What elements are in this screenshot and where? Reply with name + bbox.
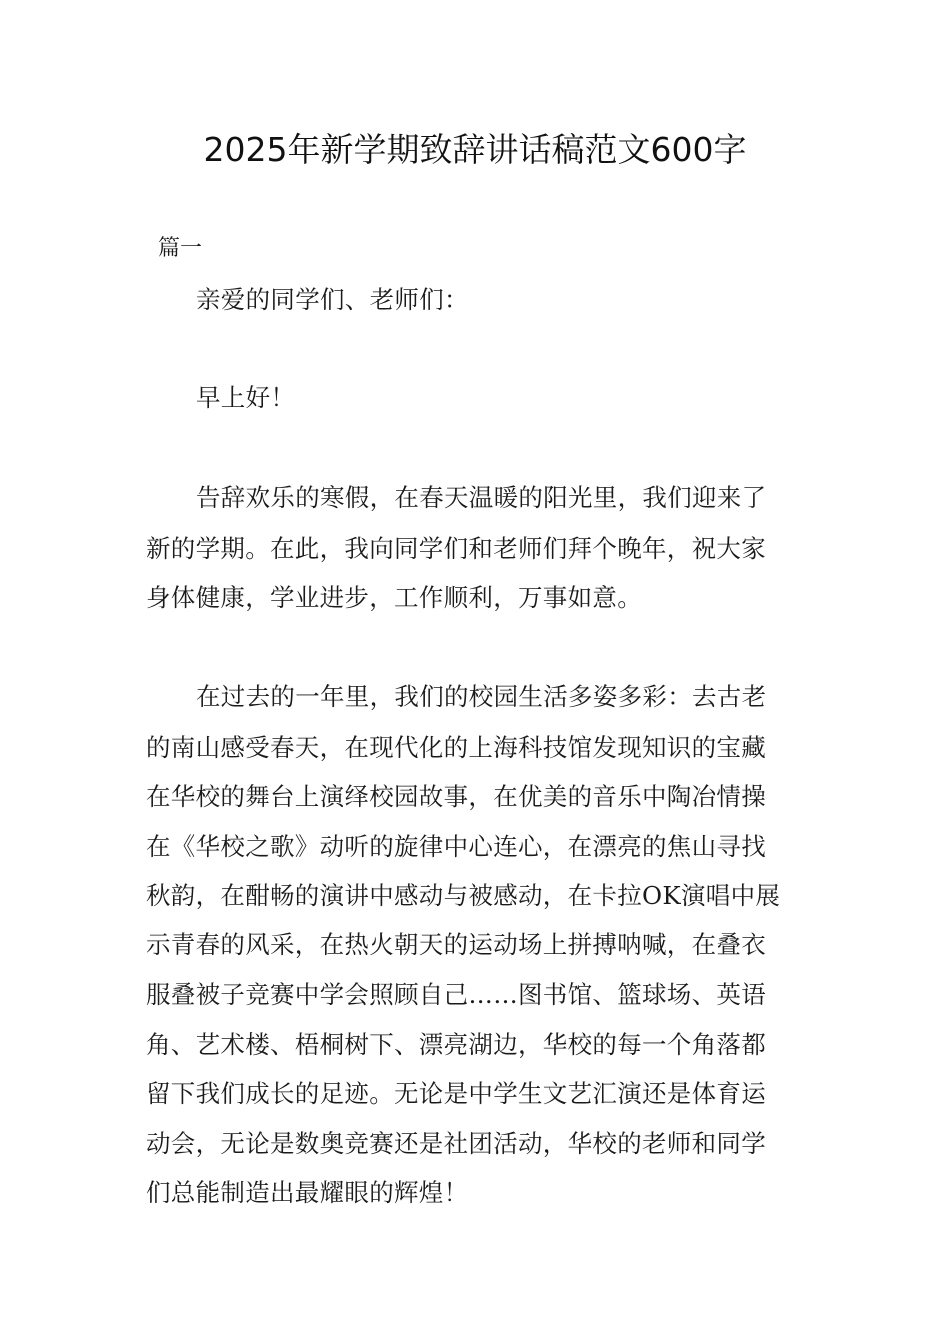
- paragraph-line: 示青春的风采，在热火朝天的运动场上拼搏呐喊，在叠衣: [146, 930, 766, 959]
- paragraph-line: 的南山感受春天，在现代化的上海科技馆发现知识的宝藏: [146, 733, 766, 762]
- paragraph-line: 身体健康，学业进步，工作顺利，万事如意。: [146, 583, 642, 612]
- paragraph-line: 在华校的舞台上演绎校园故事，在优美的音乐中陶冶情操: [146, 782, 766, 811]
- paragraph-line: 秋韵，在酣畅的演讲中感动与被感动，在卡拉OK演唱中展: [146, 881, 781, 910]
- paragraph-line: 角、艺术楼、梧桐树下、漂亮湖边，华校的每一个角落都: [146, 1030, 766, 1059]
- paragraph-line: 留下我们成长的足迹。无论是中学生文艺汇演还是体育运: [146, 1079, 766, 1108]
- section-label: 篇一: [158, 236, 203, 261]
- paragraph-line: 在《华校之歌》动听的旋律中心连心，在漂亮的焦山寻找: [146, 832, 766, 861]
- paragraph-line: 在过去的一年里，我们的校园生活多姿多彩：去古老: [196, 682, 767, 711]
- paragraph-line: 们总能制造出最耀眼的辉煌！: [146, 1178, 469, 1207]
- paragraph-line: 动会，无论是数奥竞赛还是社团活动，华校的老师和同学: [146, 1129, 766, 1158]
- salutation: 亲爱的同学们、老师们：: [196, 285, 469, 314]
- paragraph-line: 新的学期。在此，我向同学们和老师们拜个晚年，祝大家: [146, 534, 766, 563]
- document-title: 2025年新学期致辞讲话稿范文600字: [203, 130, 747, 169]
- paragraph-line: 服叠被子竞赛中学会照顾自己……图书馆、篮球场、英语: [146, 980, 766, 1009]
- greeting: 早上好！: [196, 383, 296, 412]
- paragraph-line: 告辞欢乐的寒假，在春天温暖的阳光里，我们迎来了: [196, 483, 767, 512]
